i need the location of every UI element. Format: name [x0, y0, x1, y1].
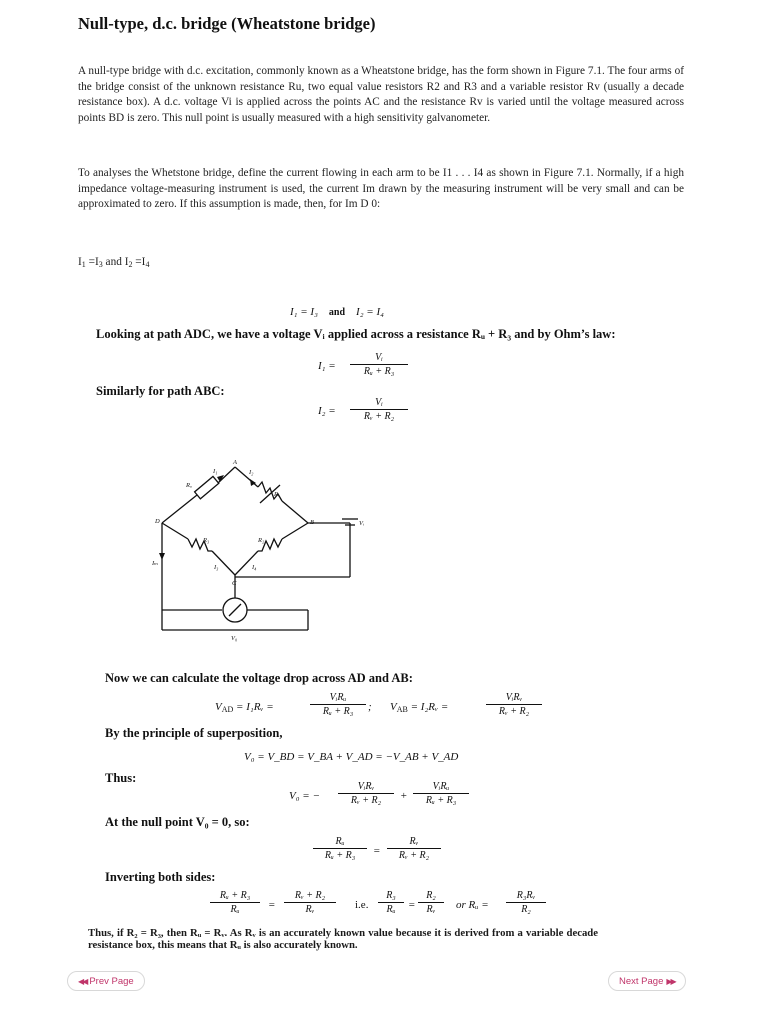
- i2-lhs: I₂ =: [318, 405, 336, 417]
- ie-fraction-2: $\frac{\text{R₂}}{\text{Rᵥ}}$: [418, 890, 444, 915]
- voltage-drop-text: Now we can calculate the voltage drop across AD and AB:: [105, 671, 413, 685]
- superposition-equation: V₀ = V_BD = V_BA + V_AD = −V_AB + V_AD: [244, 751, 459, 763]
- i2-fraction: $\frac{\text{Vᵢ}}{\text{Rᵥ + R₂}}$: [350, 397, 408, 422]
- ie-equals: =: [408, 899, 416, 911]
- v0-lhs: V₀ = −: [289, 790, 320, 802]
- v0-fraction-1: VᵢRᵥ Rᵥ + R₂: [338, 781, 394, 806]
- double-left-arrow-icon: ◀◀: [78, 976, 87, 986]
- inv-equals: =: [268, 899, 276, 911]
- np-fraction-1: $\frac{\text{Rᵤ}}{\text{Rᵤ + R₃}}$: [313, 836, 367, 861]
- inverting-text: Inverting both sides:: [105, 870, 216, 884]
- i1-label: I₁: [213, 468, 218, 475]
- current-equality-line: $I_1 =I_3$ and $I_2 =I_4$: [78, 256, 150, 269]
- i1-lhs: I₁ =: [318, 360, 336, 372]
- inv-fraction-1: $\frac{\text{Rᵤ + R₃}}{\text{Rᵤ}}$: [210, 890, 260, 915]
- inv-fraction-2: $\frac{\text{Rᵥ + R₂}}{\text{Rᵥ}}$: [284, 890, 336, 915]
- vad-fraction: VᵢRᵤ Rᵤ + R₃: [310, 692, 366, 717]
- i4-label: I₄: [252, 564, 257, 571]
- analysis-paragraph: To analyses the Whetstone bridge, define the current flowing in each arm to be I1 . . . I4 as shown in Figure 7.1. Normally, if a high impedance voltage-measuring instrument is used, the current Im drawn by the measuring instrument will be very small and can be approximated to zero. If this assumption is made, then, for Im D 0:: [78, 167, 684, 211]
- np-equals: =: [373, 845, 381, 857]
- np-fraction-2: $\frac{\text{Rᵥ}}{\text{Rᵥ + R₂}}$: [387, 836, 441, 861]
- currents-equation: I₁ = I₃ and I₂ = I₄: [290, 306, 384, 318]
- path-adc-text: Looking at path ADC, we have a voltage Vᵢ applied across a resistance Rᵤ + R₃ and by Ohm’s law:: [96, 327, 616, 341]
- im-label: Iₘ: [152, 560, 159, 567]
- intro-paragraph: A null-type bridge with d.c. excitation, commonly known as a Wheatstone bridge, has the form shown in Figure 7.1. The four arms of the bridge consist of the unknown resistance Ru, two equal value resistors R2 and R3 and a variable resistor Rv (usually a decade resistance box). A d.c. voltage Vi is applied across the points AC and the resistance Rv is varied until the voltage measured across points BD is zero. This null point is usually measured with a high sensitivity galvanometer.: [78, 65, 684, 124]
- v0-plus: +: [400, 790, 408, 802]
- vo-label: V₀: [231, 635, 238, 642]
- page-title: Null-type, d.c. bridge (Wheatstone bridge): [78, 14, 376, 33]
- vad-separator: ;: [368, 701, 372, 713]
- node-d-label: D: [155, 518, 160, 525]
- double-right-arrow-icon: ▶▶: [666, 976, 675, 986]
- ie-text: i.e.: [355, 899, 369, 911]
- ru-label: Rᵤ: [186, 482, 192, 489]
- r3-label: R₃: [203, 537, 210, 544]
- vab-lhs: $V_{AB}$ = I₂Rᵥ =: [390, 701, 449, 714]
- node-c-label: C: [232, 580, 237, 587]
- r2-label: R₂: [258, 537, 265, 544]
- path-abc-text: Similarly for path ABC:: [96, 384, 225, 398]
- or-fraction: $\frac{\text{R₃Rᵥ}}{\text{R₂}}$: [506, 890, 546, 915]
- null-point-text: At the null point V₀ = 0, so:: [105, 815, 250, 829]
- i3-label: I₃: [214, 564, 219, 571]
- next-page-button[interactable]: Next Page ▶▶: [608, 971, 686, 991]
- ie-fraction-1: $\frac{\text{R₃}}{\text{Rᵤ}}$: [378, 890, 404, 915]
- node-b-label: B: [310, 519, 314, 526]
- i2-label: I₂: [249, 469, 254, 476]
- or-text: or Rᵤ =: [456, 899, 489, 911]
- rv-label: Rᵥ: [274, 491, 280, 498]
- wheatstone-bridge-diagram: [140, 455, 370, 655]
- v0-fraction-2: VᵢRᵤ Rᵤ + R₃: [413, 781, 469, 806]
- vad-lhs: $V_{AD}$ = I₁Rᵥ =: [215, 701, 274, 714]
- node-a-label: A: [233, 459, 237, 466]
- superposition-text: By the principle of superposition,: [105, 726, 283, 740]
- thus-text: Thus:: [105, 771, 137, 785]
- vi-label: Vᵢ: [359, 520, 364, 527]
- conclusion-paragraph: Thus, if R₂ = R₃, then Rᵤ = Rᵥ. As Rᵥ is an accurately known value because it is derived from a variable decade resistance box, this means that Rᵤ is also accurately known.: [88, 927, 598, 951]
- prev-page-button[interactable]: ◀◀ Prev Page: [67, 971, 145, 991]
- vab-fraction: VᵢRᵥ Rᵥ + R₂: [486, 692, 542, 717]
- i1-fraction: $\frac{\text{Vᵢ}}{\text{Rᵤ + R₃}}$: [350, 352, 408, 377]
